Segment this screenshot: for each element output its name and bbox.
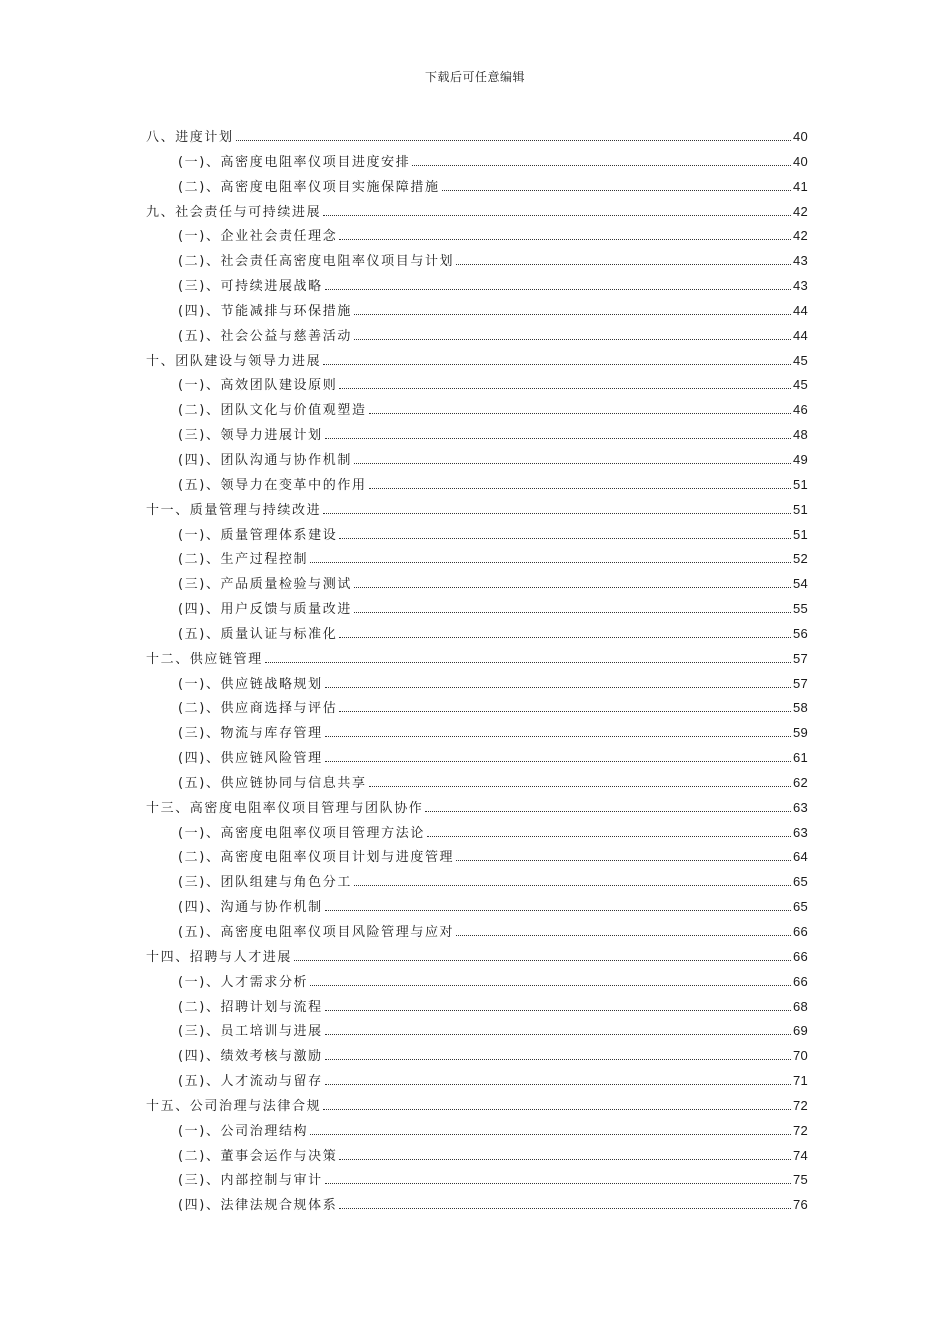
toc-chapter-entry[interactable] bbox=[146, 126, 808, 151]
toc-page-number: 49 bbox=[792, 451, 808, 467]
toc-dot-leader bbox=[325, 438, 791, 439]
toc-dot-leader bbox=[369, 413, 791, 414]
toc-entry-label: (三)、内部控制与审计 bbox=[178, 1173, 323, 1189]
toc-dot-leader bbox=[412, 165, 791, 166]
toc-entry-label: (一)、高效团队建设原则 bbox=[178, 378, 338, 394]
toc-page-number: 63 bbox=[792, 799, 808, 815]
toc-dot-leader bbox=[354, 885, 791, 886]
toc-dot-leader bbox=[456, 860, 791, 861]
toc-page-number: 66 bbox=[792, 948, 808, 964]
toc-entry-label: 十一、质量管理与持续改进 bbox=[146, 502, 322, 518]
toc-section-entry[interactable] bbox=[146, 300, 808, 325]
toc-section-entry[interactable] bbox=[146, 747, 808, 772]
toc-entry-label: (一)、质量管理体系建设 bbox=[178, 527, 338, 543]
toc-entry-label: (二)、高密度电阻率仪项目实施保障措施 bbox=[178, 179, 440, 195]
toc-entry-label: (三)、产品质量检验与测试 bbox=[178, 577, 352, 593]
toc-entry-label: (三)、员工培训与进展 bbox=[178, 1024, 323, 1040]
toc-page-number: 64 bbox=[792, 849, 808, 865]
toc-page-number: 69 bbox=[792, 1023, 808, 1039]
toc-section-entry[interactable] bbox=[146, 374, 808, 399]
toc-page-number: 61 bbox=[792, 750, 808, 766]
toc-dot-leader bbox=[354, 339, 791, 340]
toc-entry-label: (四)、绩效考核与激励 bbox=[178, 1049, 323, 1065]
toc-dot-leader bbox=[325, 1010, 791, 1011]
toc-entry-label: 十五、公司治理与法律合规 bbox=[146, 1098, 322, 1114]
toc-page-number: 57 bbox=[792, 650, 808, 666]
toc-dot-leader bbox=[323, 1109, 791, 1110]
toc-section-entry[interactable] bbox=[146, 275, 808, 300]
toc-page-number: 76 bbox=[792, 1197, 808, 1213]
toc-page-number: 43 bbox=[792, 278, 808, 294]
toc-entry-label: (五)、供应链协同与信息共享 bbox=[178, 775, 367, 791]
toc-section-entry[interactable] bbox=[146, 424, 808, 449]
toc-section-entry[interactable] bbox=[146, 474, 808, 499]
toc-chapter-entry[interactable] bbox=[146, 201, 808, 226]
toc-section-entry[interactable] bbox=[146, 896, 808, 921]
toc-entry-label: 九、社会责任与可持续进展 bbox=[146, 204, 322, 220]
toc-section-entry[interactable] bbox=[146, 822, 808, 847]
toc-page-number: 43 bbox=[792, 253, 808, 269]
toc-dot-leader bbox=[323, 513, 791, 514]
toc-dot-leader bbox=[236, 140, 791, 141]
toc-entry-label: (五)、人才流动与留存 bbox=[178, 1074, 323, 1090]
toc-dot-leader bbox=[369, 786, 791, 787]
toc-dot-leader bbox=[310, 562, 791, 563]
toc-entry-label: 八、进度计划 bbox=[146, 130, 234, 145]
toc-page-number: 42 bbox=[792, 228, 808, 244]
toc-dot-leader bbox=[442, 190, 791, 191]
toc-page-number: 59 bbox=[792, 725, 808, 741]
toc-page-number: 51 bbox=[792, 501, 808, 517]
toc-entry-label: (一)、高密度电阻率仪项目进度安排 bbox=[178, 154, 411, 170]
toc-page-number: 51 bbox=[792, 526, 808, 542]
toc-section-entry[interactable] bbox=[146, 673, 808, 698]
toc-page-number: 65 bbox=[792, 899, 808, 915]
toc-page-number: 48 bbox=[792, 427, 808, 443]
toc-dot-leader bbox=[325, 761, 791, 762]
toc-dot-leader bbox=[425, 811, 791, 812]
toc-section-entry[interactable] bbox=[146, 846, 808, 871]
toc-page-number: 72 bbox=[792, 1122, 808, 1138]
toc-page-number: 70 bbox=[792, 1048, 808, 1064]
toc-entry-label: (三)、物流与库存管理 bbox=[178, 726, 323, 742]
toc-section-entry[interactable] bbox=[146, 1120, 808, 1145]
toc-entry-label: (二)、社会责任高密度电阻率仪项目与计划 bbox=[178, 254, 455, 270]
toc-entry-label: (一)、企业社会责任理念 bbox=[178, 229, 338, 245]
toc-section-entry[interactable] bbox=[146, 225, 808, 250]
toc-section-entry[interactable] bbox=[146, 151, 808, 176]
toc-section-entry[interactable] bbox=[146, 598, 808, 623]
toc-page-number: 57 bbox=[792, 675, 808, 691]
toc-page-number: 42 bbox=[792, 203, 808, 219]
toc-dot-leader bbox=[310, 985, 791, 986]
toc-section-entry[interactable] bbox=[146, 1145, 808, 1170]
toc-page-number: 66 bbox=[792, 924, 808, 939]
toc-entry-label: 十四、招聘与人才进展 bbox=[146, 949, 293, 965]
toc-dot-leader bbox=[325, 289, 791, 290]
toc-entry-label: (一)、供应链战略规划 bbox=[178, 676, 323, 692]
table-of-contents bbox=[146, 126, 808, 1219]
toc-section-entry[interactable] bbox=[146, 971, 808, 996]
toc-dot-leader bbox=[354, 314, 791, 315]
toc-entry-label: (二)、董事会运作与决策 bbox=[178, 1148, 338, 1164]
toc-entry-label: (四)、节能减排与环保措施 bbox=[178, 303, 352, 319]
toc-dot-leader bbox=[339, 1208, 791, 1209]
toc-page-number: 63 bbox=[792, 824, 808, 840]
toc-dot-leader bbox=[354, 463, 791, 464]
toc-page-number: 45 bbox=[792, 352, 808, 368]
toc-dot-leader bbox=[265, 662, 791, 663]
toc-chapter-entry[interactable] bbox=[146, 648, 808, 673]
toc-dot-leader bbox=[323, 215, 791, 216]
toc-entry-label: (四)、沟通与协作机制 bbox=[178, 900, 323, 916]
toc-entry-label: (四)、用户反馈与质量改进 bbox=[178, 602, 352, 618]
toc-section-entry[interactable] bbox=[146, 325, 808, 350]
toc-dot-leader bbox=[339, 239, 791, 240]
toc-page-number: 44 bbox=[792, 327, 808, 343]
toc-dot-leader bbox=[325, 1183, 791, 1184]
toc-page-number: 58 bbox=[792, 700, 808, 716]
toc-chapter-entry[interactable] bbox=[146, 946, 808, 971]
toc-dot-leader bbox=[456, 935, 791, 936]
toc-page-number: 52 bbox=[792, 551, 808, 567]
toc-section-entry[interactable] bbox=[146, 176, 808, 201]
toc-section-entry[interactable] bbox=[146, 524, 808, 549]
toc-entry-label: (一)、公司治理结构 bbox=[178, 1123, 309, 1139]
toc-dot-leader bbox=[325, 687, 791, 688]
toc-dot-leader bbox=[354, 612, 791, 613]
toc-dot-leader bbox=[325, 1034, 791, 1035]
toc-section-entry[interactable] bbox=[146, 399, 808, 424]
toc-page-number: 74 bbox=[792, 1147, 808, 1163]
toc-section-entry[interactable] bbox=[146, 1045, 808, 1070]
toc-section-entry[interactable] bbox=[146, 921, 808, 946]
toc-page-number: 66 bbox=[792, 973, 808, 989]
toc-page-number: 46 bbox=[792, 402, 808, 418]
toc-page-number: 71 bbox=[792, 1073, 808, 1089]
toc-page-number: 75 bbox=[792, 1172, 808, 1188]
toc-page-number: 55 bbox=[792, 601, 808, 617]
toc-entry-label: (五)、质量认证与标准化 bbox=[178, 626, 338, 642]
toc-page-number: 72 bbox=[792, 1097, 808, 1113]
toc-page-number: 62 bbox=[792, 774, 808, 790]
toc-entry-label: 十二、供应链管理 bbox=[146, 651, 263, 667]
toc-dot-leader bbox=[339, 1159, 791, 1160]
toc-entry-label: (五)、高密度电阻率仪项目风险管理与应对 bbox=[178, 925, 455, 940]
toc-section-entry[interactable] bbox=[146, 573, 808, 598]
toc-dot-leader bbox=[427, 836, 791, 837]
toc-section-entry[interactable] bbox=[146, 250, 808, 275]
toc-dot-leader bbox=[354, 587, 791, 588]
toc-page-number: 44 bbox=[792, 302, 808, 318]
toc-dot-leader bbox=[325, 736, 791, 737]
toc-entry-label: (三)、可持续进展战略 bbox=[178, 279, 323, 295]
toc-entry-label: 十三、高密度电阻率仪项目管理与团队协作 bbox=[146, 800, 424, 816]
toc-page-number: 68 bbox=[792, 998, 808, 1014]
toc-entry-label: (三)、领导力进展计划 bbox=[178, 428, 323, 444]
toc-section-entry[interactable] bbox=[146, 772, 808, 797]
toc-chapter-entry[interactable] bbox=[146, 1095, 808, 1120]
toc-page-number: 40 bbox=[792, 153, 808, 169]
toc-dot-leader bbox=[310, 1134, 791, 1135]
toc-entry-label: (二)、团队文化与价值观塑造 bbox=[178, 403, 367, 419]
toc-dot-leader bbox=[369, 488, 791, 489]
toc-dot-leader bbox=[339, 388, 791, 389]
toc-entry-label: 十、团队建设与领导力进展 bbox=[146, 353, 322, 369]
toc-page-number: 41 bbox=[792, 178, 808, 194]
page-header: 下载后可任意编辑 bbox=[424, 70, 525, 84]
toc-chapter-entry[interactable] bbox=[146, 499, 808, 524]
toc-dot-leader bbox=[325, 1084, 791, 1085]
toc-section-entry[interactable] bbox=[146, 623, 808, 648]
toc-entry-label: (三)、团队组建与角色分工 bbox=[178, 875, 352, 891]
toc-page-number: 51 bbox=[792, 476, 808, 492]
toc-chapter-entry[interactable] bbox=[146, 350, 808, 375]
toc-dot-leader bbox=[325, 1059, 791, 1060]
toc-section-entry[interactable] bbox=[146, 996, 808, 1021]
toc-dot-leader bbox=[294, 960, 791, 961]
toc-page-number: 45 bbox=[792, 377, 808, 393]
toc-section-entry[interactable] bbox=[146, 871, 808, 896]
toc-page-number: 65 bbox=[792, 874, 808, 890]
toc-section-entry[interactable] bbox=[146, 1020, 808, 1045]
toc-entry-label: (一)、高密度电阻率仪项目管理方法论 bbox=[178, 825, 425, 841]
toc-section-entry[interactable] bbox=[146, 1070, 808, 1095]
toc-dot-leader bbox=[339, 538, 791, 539]
toc-entry-label: (五)、领导力在变革中的作用 bbox=[178, 477, 367, 493]
toc-section-entry[interactable] bbox=[146, 722, 808, 747]
toc-entry-label: (四)、团队沟通与协作机制 bbox=[178, 452, 352, 468]
toc-entry-label: (一)、人才需求分析 bbox=[178, 974, 309, 990]
toc-page-number: 40 bbox=[792, 129, 808, 144]
toc-entry-label: (四)、供应链风险管理 bbox=[178, 751, 323, 767]
toc-page-number: 56 bbox=[792, 625, 808, 641]
toc-entry-label: (二)、招聘计划与流程 bbox=[178, 999, 323, 1015]
toc-dot-leader bbox=[456, 264, 791, 265]
toc-entry-label: (二)、供应商选择与评估 bbox=[178, 701, 338, 717]
toc-page-number: 54 bbox=[792, 576, 808, 592]
toc-section-entry[interactable] bbox=[146, 449, 808, 474]
toc-section-entry[interactable] bbox=[146, 1169, 808, 1194]
toc-entry-label: (四)、法律法规合规体系 bbox=[178, 1198, 338, 1214]
toc-entry-label: (五)、社会公益与慈善活动 bbox=[178, 328, 352, 344]
toc-dot-leader bbox=[323, 364, 791, 365]
toc-section-entry[interactable] bbox=[146, 548, 808, 573]
toc-dot-leader bbox=[325, 910, 791, 911]
toc-dot-leader bbox=[339, 711, 791, 712]
toc-section-entry[interactable] bbox=[146, 1194, 808, 1219]
toc-section-entry[interactable] bbox=[146, 697, 808, 722]
toc-entry-label: (二)、高密度电阻率仪项目计划与进度管理 bbox=[178, 850, 455, 866]
toc-entry-label: (二)、生产过程控制 bbox=[178, 552, 309, 568]
toc-chapter-entry[interactable] bbox=[146, 797, 808, 822]
toc-dot-leader bbox=[339, 637, 791, 638]
